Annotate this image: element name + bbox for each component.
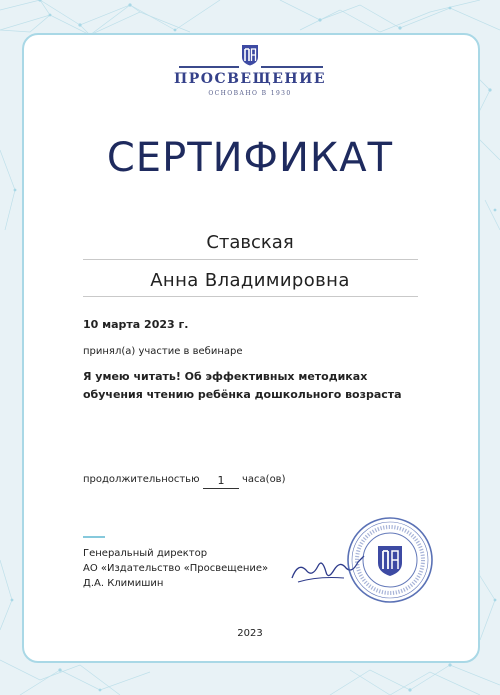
surname-underline <box>83 259 418 260</box>
logo-tagline: ОСНОВАНО В 1930 <box>208 90 292 97</box>
signatory-organization: АО «Издательство «Просвещение» <box>83 563 269 574</box>
webinar-title: Я умею читать! Об эффективных методиках обучения чтению ребёнка дошкольного возраста <box>83 370 402 401</box>
logo-line-right <box>261 66 323 68</box>
accent-divider <box>83 536 105 538</box>
prosveshchenie-logo-icon <box>240 44 260 66</box>
recipient-surname: Ставская <box>206 232 294 253</box>
signatory-name: Д.А. Климишин <box>83 578 164 589</box>
recipient-name: Анна Владимировна <box>150 270 350 291</box>
participation-text: принял(а) участие в вебинаре <box>83 346 243 357</box>
signatory-block <box>83 546 268 591</box>
certificate-title: СЕРТИФИКАТ <box>106 135 394 181</box>
logo-wordmark: ПРОСВЕЩЕНИЕ <box>174 71 326 87</box>
logo-line-left <box>179 66 239 68</box>
duration-value: 1 <box>203 474 239 489</box>
certificate-year: 2023 <box>237 628 263 639</box>
duration-label: продолжительностью <box>83 474 200 485</box>
duration-unit: часа(ов) <box>242 474 286 485</box>
name-underline <box>83 296 418 297</box>
event-date: 10 марта 2023 г. <box>83 318 189 331</box>
signatory-position: Генеральный директор <box>83 548 208 559</box>
company-seal-stamp <box>345 515 435 605</box>
